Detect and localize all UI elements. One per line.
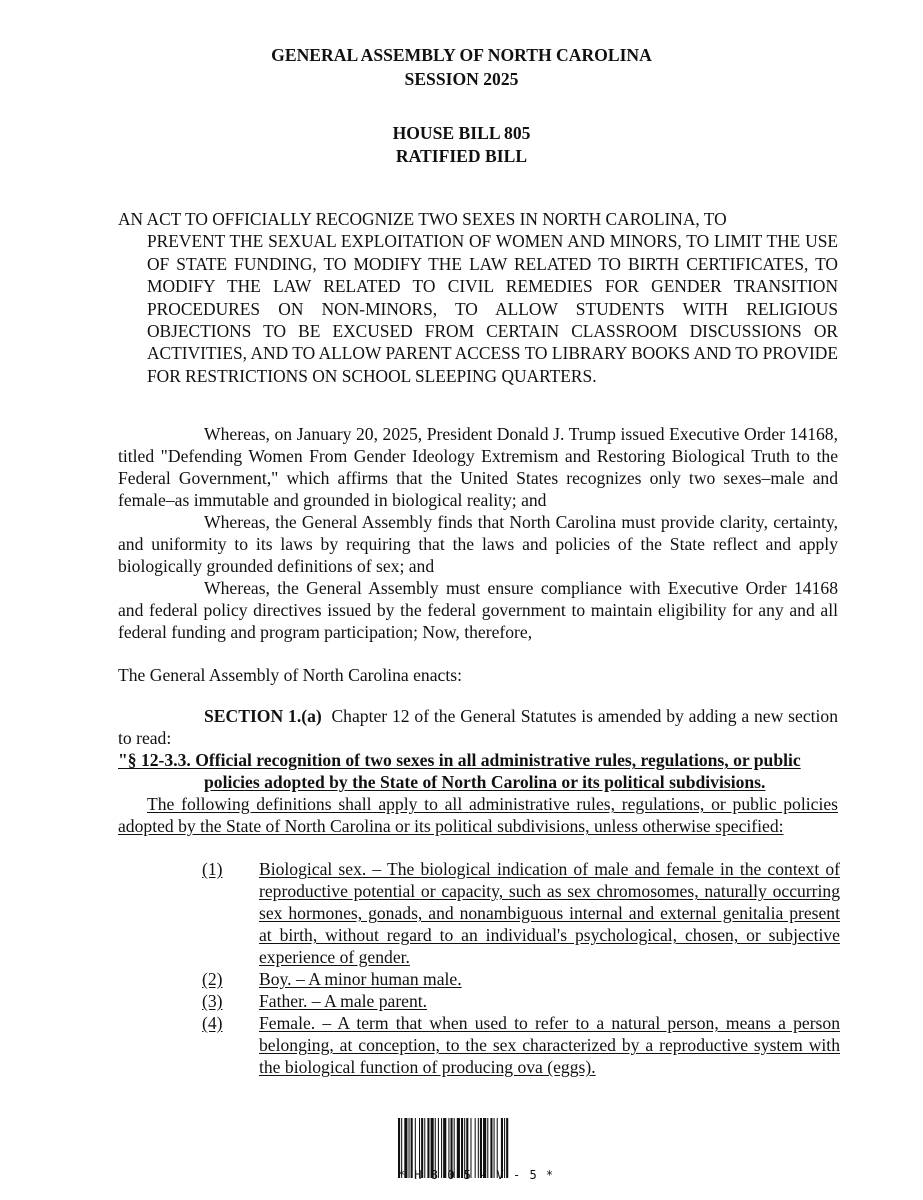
definition-item (202, 1012, 840, 1078)
definition-number: (3) (202, 991, 223, 1011)
section-label: SECTION 1.(a) (204, 706, 322, 726)
definition-item (202, 990, 840, 1012)
section-intro: Chapter 12 of the General Statutes is amended by adding a new section to read: (118, 706, 839, 748)
section-1a (118, 705, 838, 749)
session-heading: SESSION 2025 (404, 69, 519, 89)
barcode-label: * H 8 0 5 - V - 5 * (397, 1168, 555, 1182)
definitions-intro: The following definitions shall apply to all administrative rules, regulations, or public policies adopted by the State of North Carolina or its political subdivisions, unless otherwise specified: (118, 794, 838, 836)
definition-text: Boy. – A minor human male. (259, 969, 462, 989)
definition-item (202, 968, 840, 990)
statute-heading-line2: policies adopted by the State of North Carolina or its political subdivisions. (204, 772, 766, 792)
definition-number: (1) (202, 859, 223, 879)
definition-number: (4) (202, 1013, 223, 1033)
definition-number: (2) (202, 969, 223, 989)
act-title (118, 208, 838, 387)
assembly-heading: GENERAL ASSEMBLY OF NORTH CAROLINA (271, 45, 652, 65)
act-title-first-line: AN ACT TO OFFICIALLY RECOGNIZE TWO SEXES IN NORTH CAROLINA, TO (118, 209, 727, 229)
whereas-clause-3: Whereas, the General Assembly must ensure compliance with Executive Order 14168 and federal policy directives issued by the federal government to maintain eligibility for any and all federal funding and program participation; Now, therefore, (118, 578, 838, 642)
whereas-clause-2: Whereas, the General Assembly finds that North Carolina must provide clarity, certainty, and uniformity to its laws by requiring that the laws and policies of the State reflect and apply biologically grounded definitions of sex; and (118, 512, 838, 576)
statute-heading-line1: "§ 12-3.3. Official recognition of two sexes in all administrative rules, regulations, or public (118, 750, 801, 770)
definition-item (202, 858, 840, 968)
statute-heading (118, 749, 840, 793)
definition-text: Father. – A male parent. (259, 991, 428, 1011)
act-title-rest: PREVENT THE SEXUAL EXPLOITATION OF WOMEN AND MINORS, TO LIMIT THE USE OF STATE FUNDING, TO MODIFY THE LAW RELATED TO BIRTH CERTIFICATES, TO MODIFY THE LAW RELATED TO CIVIL REMEDIES FOR GENDER TRANSITION PROCEDURES ON NON-MINORS, TO ALLOW STUDENTS WITH RELIGIOUS OBJECTIONS TO BE EXCUSED FROM CERTAIN CLASSROOM DISCUSSIONS OR ACTIVITIES, AND TO ALLOW PARENT ACCESS TO LIBRARY BOOKS AND TO PROVIDE FOR RESTRICTIONS ON SCHOOL SLEEPING QUARTERS. (147, 231, 838, 386)
enacting-clause: The General Assembly of North Carolina enacts: (118, 665, 462, 685)
whereas-clause-1: Whereas, on January 20, 2025, President Donald J. Trump issued Executive Order 14168, titled "Defending Women From Gender Ideology Extremism and Restoring Biological Truth to the Federal Government," which affirms that the United States recognizes only two sexes–male and female–as immutable and grounded in biological reality; and (118, 424, 838, 510)
definition-text: Female. – A term that when used to refer to a natural person, means a person belonging, at conception, to the sex characterized by a reproductive system with the biological function of producing ova (eggs). (259, 1013, 840, 1077)
bill-number: HOUSE BILL 805 (392, 123, 531, 143)
definition-text: Biological sex. – The biological indication of male and female in the context of reproductive potential or capacity, such as sex chromosomes, naturally occurring sex hormones, gonads, and nonambiguous internal and external genitalia present at birth, without regard to an individual's psychological, chosen, or subjective experience of gender. (259, 859, 840, 967)
bill-status: RATIFIED BILL (395, 146, 528, 166)
